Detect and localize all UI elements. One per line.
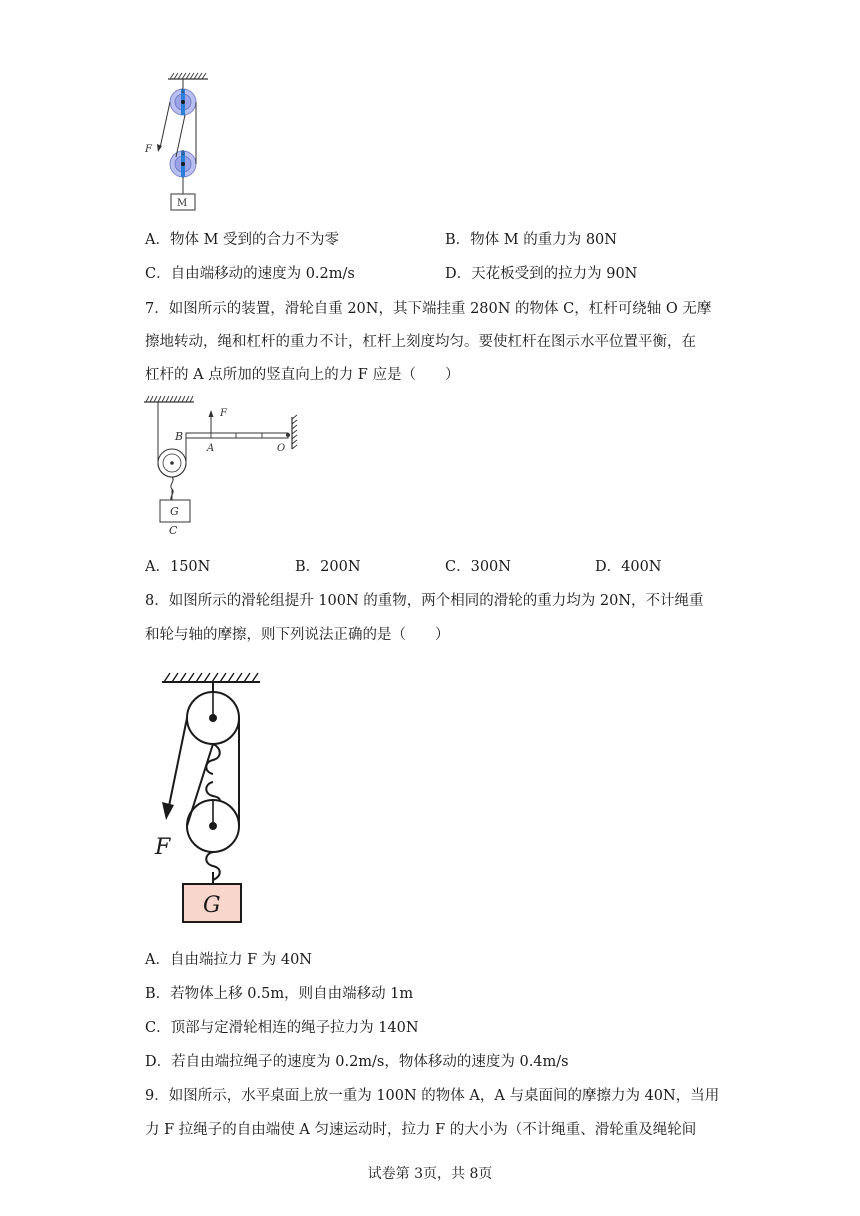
q6-option-c: C．自由端移动的速度为 0.2m/s	[145, 266, 355, 282]
q8-block-g-label: G	[203, 893, 221, 918]
q8-option-b: B．若物体上移 0.5m，则自由端移动 1m	[145, 986, 414, 1002]
q7-stem-line-1: 7．如图所示的装置，滑轮自重 20N，其下端挂重 280N 的物体 C，杠杆可绕轴 O 无摩	[145, 301, 712, 317]
q7-stem-line-2: 擦地转动，绳和杠杆的重力不计，杠杆上刻度均匀。要使杠杆在图示水平位置平衡，在	[145, 334, 696, 350]
q7-block-g-label: G	[170, 505, 179, 518]
q7-point-a-label: A	[207, 443, 215, 454]
q6-pulley-number-1: 1	[181, 88, 185, 95]
q9-stem-line-2: 力 F 拉绳子的自由端使 A 匀速运动时，拉力 F 的大小为（不计绳重、滑轮重及绳轮间	[145, 1122, 697, 1138]
q8-stem-line-2: 和轮与轴的摩擦，则下列说法正确的是（ ）	[145, 627, 450, 643]
page-footer: 试卷第 3页，共 8页	[367, 1166, 493, 1182]
q6-option-a: A．物体 M 受到的合力不为零	[145, 232, 340, 248]
q6-block-label: M	[177, 198, 188, 209]
q6-option-d: D．天花板受到的拉力为 90N	[445, 266, 638, 282]
q6-pulley-number-2: 2	[181, 150, 185, 157]
q8-option-c: C．顶部与定滑轮相连的绳子拉力为 140N	[145, 1020, 419, 1036]
q7-option-d: D．400N	[595, 559, 662, 575]
q6-option-b: B．物体 M 的重力为 80N	[445, 232, 617, 248]
q6-pulley-figure	[140, 70, 220, 215]
q7-stem-line-3: 杠杆的 A 点所加的竖直向上的力 F 应是（ ）	[145, 367, 460, 383]
q8-option-d: D．若自由端拉绳子的速度为 0.2m/s，物体移动的速度为 0.4m/s	[145, 1054, 569, 1070]
q8-stem-line-1: 8．如图所示的滑轮组提升 100N 的重物，两个相同的滑轮的重力均为 20N，不计绳重	[145, 593, 704, 609]
q8-force-label: F	[155, 835, 171, 860]
q8-pulley-figure	[150, 668, 270, 928]
q7-object-c-label: C	[169, 524, 178, 537]
q7-option-c: C．300N	[445, 559, 511, 575]
q7-lever-figure	[140, 393, 300, 543]
q7-point-o-label: O	[277, 443, 286, 454]
q7-point-b-label: B	[175, 430, 184, 443]
q8-option-a: A．自由端拉力 F 为 40N	[145, 952, 312, 968]
q7-option-a: A．150N	[145, 559, 211, 575]
q7-force-label: F	[220, 408, 227, 419]
q9-stem-line-1: 9．如图所示，水平桌面上放一重为 100N 的物体 A，A 与桌面间的摩擦力为 40N，当用	[145, 1088, 720, 1104]
q7-option-b: B．200N	[295, 559, 361, 575]
q6-force-label: F	[145, 144, 152, 155]
